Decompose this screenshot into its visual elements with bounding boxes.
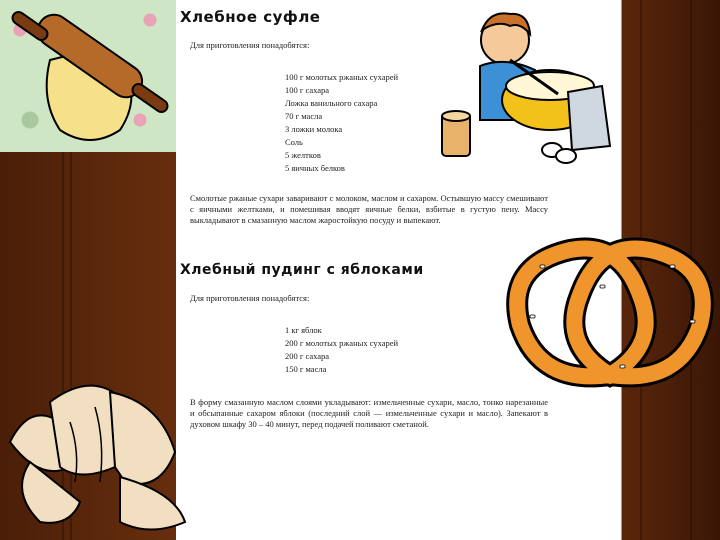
ingredient-item: 5 желтков <box>285 150 321 160</box>
child-mixing-bowl-icon <box>440 0 620 168</box>
ingredient-item: 5 яичных белков <box>285 163 345 173</box>
ingredient-item: Соль <box>285 137 303 147</box>
ingredient-item: 70 г масла <box>285 111 323 121</box>
recipe-instructions: Смолотые ржаные сухари заваривают с молоком, маслом и сахаром. Остывшую массу смешивают с яичными желтками, и помешивая вводят яичные белки, взбитые в густую пену. Массу выкладывают в смазанную маслом жаростойкую посуду и выпекают. <box>190 193 548 225</box>
croissant-icon <box>0 372 195 537</box>
ingredient-item: 150 г масла <box>285 364 327 374</box>
recipe-instructions: В форму смазанную маслом слоями укладывают: измельченные сухари, масло, тонко нарезанные и обсыпанные сахаром яблоки (последний слой — измельченные сухари и масло). Запекают в духовом шкафу 30 – 40 минут, перед подачей поливают сметаной. <box>190 397 548 429</box>
ingredient-item: 200 г молотых ржаных сухарей <box>285 338 399 348</box>
ingredient-item: 1 кг яблок <box>285 325 322 335</box>
ingredient-item: Ложка ванильного сахара <box>285 98 378 108</box>
recipe-title: Хлебный пудинг с яблоками <box>180 262 424 278</box>
ingredient-item: 100 г молотых ржаных сухарей <box>285 72 399 82</box>
ingredient-item: 100 г сахара <box>285 85 330 95</box>
ingredient-item: 3 ложки молока <box>285 124 343 134</box>
ingredients-intro: Для приготовления понадобятся: <box>190 40 310 50</box>
ingredients-intro: Для приготовления понадобятся: <box>190 293 310 303</box>
ingredients-list <box>285 324 398 376</box>
rolling-pin-icon <box>0 0 176 152</box>
ingredient-item: 200 г сахара <box>285 351 330 361</box>
ingredients-list <box>285 71 398 175</box>
pretzel-icon <box>500 225 720 390</box>
recipe-title: Хлебное суфле <box>180 8 321 26</box>
